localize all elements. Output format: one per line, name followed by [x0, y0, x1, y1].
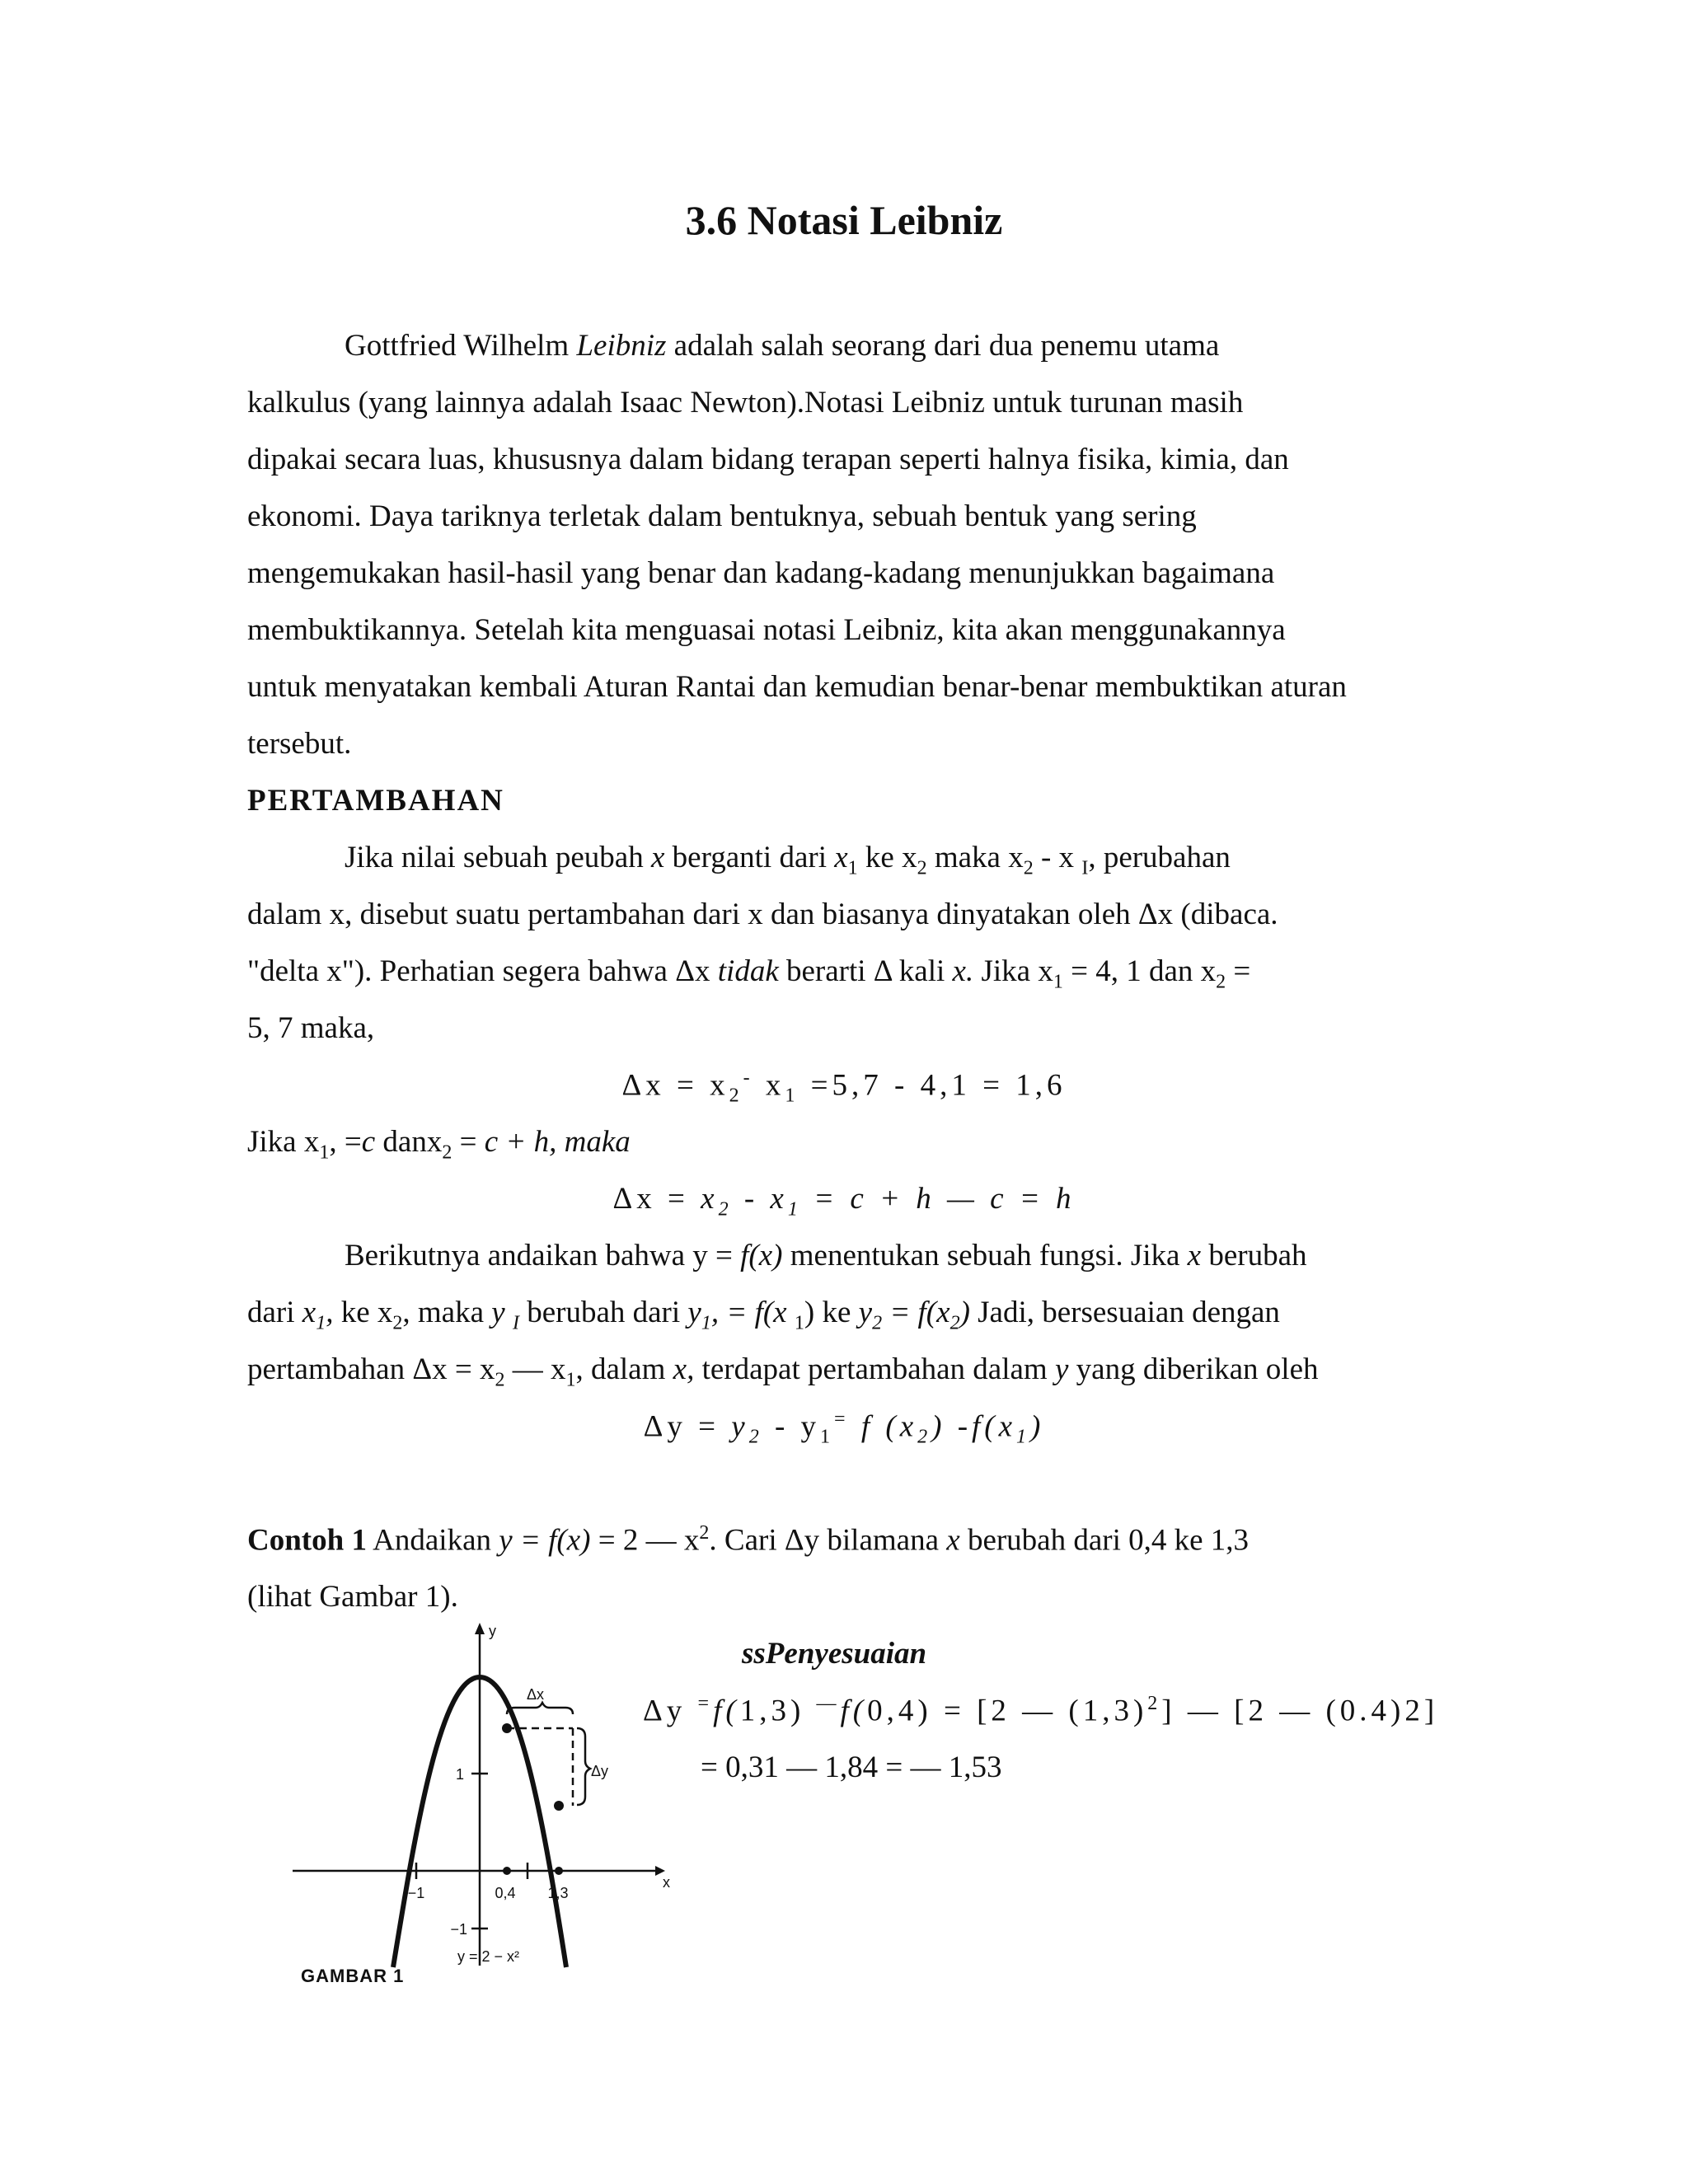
solution-heading: ssPenyesuaian [742, 1637, 927, 1671]
x-tick-label-1-3: 1,3 [547, 1885, 569, 1901]
parabola-figure [293, 1619, 672, 1974]
pert-line-3: "delta x"). Perhatian segera bahwa Δx tidak berarti Δ kali x. Jika $x_1 = 4$, 1 dan $x_2$ = [247, 954, 1251, 993]
y-axis-arrow [475, 1623, 485, 1634]
func-line-2: dari $x_1$, ke $x_2$, maka y $_I$ berubah dari $y_1$, = f(x $_1$) ke $y_2 = f(x_2)$ Jadi, bersesuaian dengan [247, 1296, 1280, 1334]
x-tick-dot-1-3 [555, 1867, 563, 1875]
solution-line-2: = 0,31 — 1,84 = — 1,53 [701, 1750, 1002, 1784]
equation-delta-x-numeric: $\Delta x = x_2^-$ $x_1 =5,7 - 4,1 = 1,6$ [621, 1067, 1067, 1107]
y-tick-label-1: 1 [455, 1766, 464, 1783]
solution-line-1: Δy =f(1,3) —f(0,4) = [2 — $(1,3)^2$] — [2 — (0.4)2] [643, 1693, 1439, 1728]
intro-line-1: Gottfried Wilhelm Leibniz adalah salah seorang dari dua penemu utama [345, 329, 1220, 363]
pert-line-5: Jika $x_1$, =c danx$_2$ = c + h, maka [247, 1125, 631, 1164]
y-axis-label: y [489, 1623, 496, 1639]
page-title: 3.6 Notasi Leibniz [685, 197, 1003, 243]
func-line-1: Berikutnya andaikan bahwa y = f(x) menentukan sebuah fungsi. Jika x berubah [345, 1239, 1307, 1272]
y-tick-label-neg1: −1 [450, 1921, 467, 1938]
x-tick-label-0-4: 0,4 [495, 1885, 516, 1901]
delta-y-brace [577, 1728, 590, 1805]
pert-line-2: dalam x, disebut suatu pertambahan dari x dan biasanya dinyatakan oleh Δx (dibaca. [247, 898, 1278, 931]
example-line-1: Contoh 1 Andaikan y = f(x) = 2 — $x^2$. Cari Δy bilamana x berubah dari 0,4 ke 1,3 [247, 1522, 1250, 1558]
delta-y-label: Δy [591, 1763, 609, 1779]
intro-line-6: membuktikannya. Setelah kita menguasai notasi Leibniz, kita akan menggunakannya [247, 613, 1286, 647]
pert-line-4: 5, 7 maka, [247, 1011, 375, 1045]
figure-caption: GAMBAR 1 [301, 1966, 405, 1986]
curve-label: y = 2 − x² [457, 1948, 520, 1965]
x-axis-label: x [663, 1874, 670, 1891]
equation-delta-x-symbolic: $\Delta x = x_2 - x_1 = c + h$ — c = h [612, 1182, 1076, 1221]
intro-line-8: tersebut. [247, 727, 352, 761]
point-1-3 [554, 1801, 564, 1811]
intro-line-3: dipakai secara luas, khususnya dalam bidang terapan seperti halnya fisika, kimia, dan [247, 443, 1289, 476]
intro-line-4: ekonomi. Daya tariknya terletak dalam bentuknya, sebuah bentuk yang sering [247, 499, 1197, 533]
x-tick-dot-0-4 [503, 1867, 511, 1875]
section-heading: PERTAMBAHAN [247, 784, 504, 818]
point-0-4 [502, 1723, 512, 1733]
intro-line-7: untuk menyatakan kembali Aturan Rantai dan kemudian benar-benar membuktikan aturan [247, 670, 1347, 704]
delta-x-brace [507, 1703, 573, 1714]
example-line-2: (lihat Gambar 1). [247, 1580, 458, 1614]
x-tick-label-neg1: −1 [407, 1885, 425, 1901]
delta-x-label: Δx [527, 1686, 545, 1703]
intro-line-5: mengemukakan hasil-hasil yang benar dan kadang-kadang menunjukkan bagaimana [247, 556, 1275, 590]
pert-line-1: Jika nilai sebuah peubah x berganti dari $x_1$ ke $x_2$ maka $x_2$ - x $_I$, perubahan [345, 841, 1231, 879]
equation-delta-y: $\Delta y = y_2 - y_1^=$ f $(x_2)$ $-f(x_1)$ [643, 1408, 1045, 1448]
intro-line-2: kalkulus (yang lainnya adalah Isaac Newton).Notasi Leibniz untuk turunan masih [247, 386, 1244, 419]
func-line-3: pertambahan $\Delta x = x_2$ — $x_1$, dalam x, terdapat pertambahan dalam y yang diberikan oleh [247, 1352, 1319, 1391]
